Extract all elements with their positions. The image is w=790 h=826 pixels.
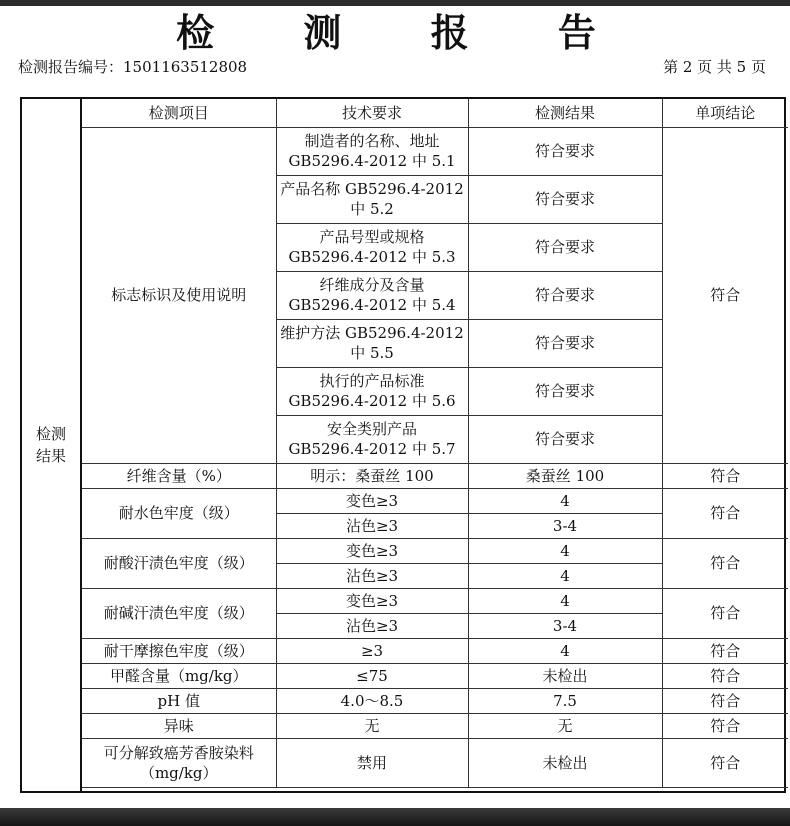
- fiber-result: 桑蚕丝 100: [468, 463, 662, 488]
- ph-requirement: 4.0～8.5: [276, 688, 468, 713]
- marking-result: 符合要求: [468, 127, 662, 175]
- formaldehyde-item: 甲醛含量（mg/kg）: [82, 663, 276, 688]
- table-row: [82, 713, 788, 738]
- header-conclusion: 单项结论: [662, 99, 788, 127]
- amine-requirement: 禁用: [276, 738, 468, 787]
- document-title: 检 测 报 告: [176, 11, 634, 55]
- side-label-cell: [22, 99, 82, 791]
- water-requirement-a: 变色≥3: [276, 488, 468, 513]
- report-number: [18, 56, 247, 78]
- ph-result: 7.5: [468, 688, 662, 713]
- dry-rub-item: 耐干摩擦色牢度（级）: [82, 638, 276, 663]
- amine-item: 可分解致癌芳香胺染料 （mg/kg）: [82, 738, 276, 787]
- fiber-item: 纤维含量（%）: [82, 463, 276, 488]
- marking-result: 符合要求: [468, 271, 662, 319]
- water-conclusion: 符合: [662, 488, 788, 538]
- marking-result: 符合要求: [468, 415, 662, 463]
- header-result: 检测结果: [468, 99, 662, 127]
- top-border-bar: [0, 0, 790, 6]
- acid-result-a: 4: [468, 538, 662, 563]
- marking-requirement: 维护方法 GB5296.4-2012 中 5.5: [276, 319, 468, 367]
- amine-conclusion: 符合: [662, 738, 788, 787]
- ph-conclusion: 符合: [662, 688, 788, 713]
- formaldehyde-conclusion: 符合: [662, 663, 788, 688]
- dry-rub-conclusion: 符合: [662, 638, 788, 663]
- acid-result-b: 4: [468, 563, 662, 588]
- marking-requirement: 安全类别产品 GB5296.4-2012 中 5.7: [276, 415, 468, 463]
- alkali-result-a: 4: [468, 588, 662, 613]
- fiber-requirement: 明示：桑蚕丝 100: [276, 463, 468, 488]
- marking-result: 符合要求: [468, 367, 662, 415]
- marking-conclusion: 符合: [662, 127, 788, 463]
- fiber-conclusion: 符合: [662, 463, 788, 488]
- water-result-a: 4: [468, 488, 662, 513]
- side-label: 检测结果: [35, 425, 66, 465]
- page-indicator: 第 2 页 共 5 页: [663, 58, 766, 76]
- alkali-result-b: 3-4: [468, 613, 662, 638]
- table-row: [82, 588, 788, 613]
- table-header-row: [82, 99, 788, 127]
- water-item: 耐水色牢度（级）: [82, 488, 276, 538]
- marking-result: 符合要求: [468, 223, 662, 271]
- marking-requirement: 执行的产品标准 GB5296.4-2012 中 5.6: [276, 367, 468, 415]
- table-row: [82, 638, 788, 663]
- marking-requirement: 产品号型或规格 GB5296.4-2012 中 5.3: [276, 223, 468, 271]
- table-row: [82, 127, 788, 175]
- bottom-border-bar: [0, 808, 790, 826]
- formaldehyde-requirement: ≤75: [276, 663, 468, 688]
- marking-item: 标志标识及使用说明: [82, 127, 276, 463]
- table-row: [82, 463, 788, 488]
- acid-requirement-b: 沾色≥3: [276, 563, 468, 588]
- amine-result: 未检出: [468, 738, 662, 787]
- marking-requirement: 制造者的名称、地址 GB5296.4-2012 中 5.1: [276, 127, 468, 175]
- acid-requirement-a: 变色≥3: [276, 538, 468, 563]
- table-row: [82, 738, 788, 787]
- alkali-conclusion: 符合: [662, 588, 788, 638]
- alkali-item: 耐碱汗渍色牢度（级）: [82, 588, 276, 638]
- odor-result: 无: [468, 713, 662, 738]
- formaldehyde-result: 未检出: [468, 663, 662, 688]
- table-row: [82, 663, 788, 688]
- table-row: [82, 538, 788, 563]
- ph-item: pH 值: [82, 688, 276, 713]
- header-item: 检测项目: [82, 99, 276, 127]
- table-row: [82, 688, 788, 713]
- acid-item: 耐酸汗渍色牢度（级）: [82, 538, 276, 588]
- water-result-b: 3-4: [468, 513, 662, 538]
- marking-requirement: 纤维成分及含量 GB5296.4-2012 中 5.4: [276, 271, 468, 319]
- header-requirement: 技术要求: [276, 99, 468, 127]
- report-number-value: 1501163512808: [123, 58, 248, 76]
- water-requirement-b: 沾色≥3: [276, 513, 468, 538]
- table-row: [82, 488, 788, 513]
- alkali-requirement-a: 变色≥3: [276, 588, 468, 613]
- odor-item: 异味: [82, 713, 276, 738]
- marking-result: 符合要求: [468, 319, 662, 367]
- marking-requirement: 产品名称 GB5296.4-2012 中 5.2: [276, 175, 468, 223]
- acid-conclusion: 符合: [662, 538, 788, 588]
- results-sheet: [20, 97, 786, 793]
- odor-conclusion: 符合: [662, 713, 788, 738]
- odor-requirement: 无: [276, 713, 468, 738]
- marking-result: 符合要求: [468, 175, 662, 223]
- dry-rub-result: 4: [468, 638, 662, 663]
- dry-rub-requirement: ≥3: [276, 638, 468, 663]
- report-number-label: 检测报告编号：: [18, 58, 124, 76]
- results-table: [82, 99, 788, 788]
- alkali-requirement-b: 沾色≥3: [276, 613, 468, 638]
